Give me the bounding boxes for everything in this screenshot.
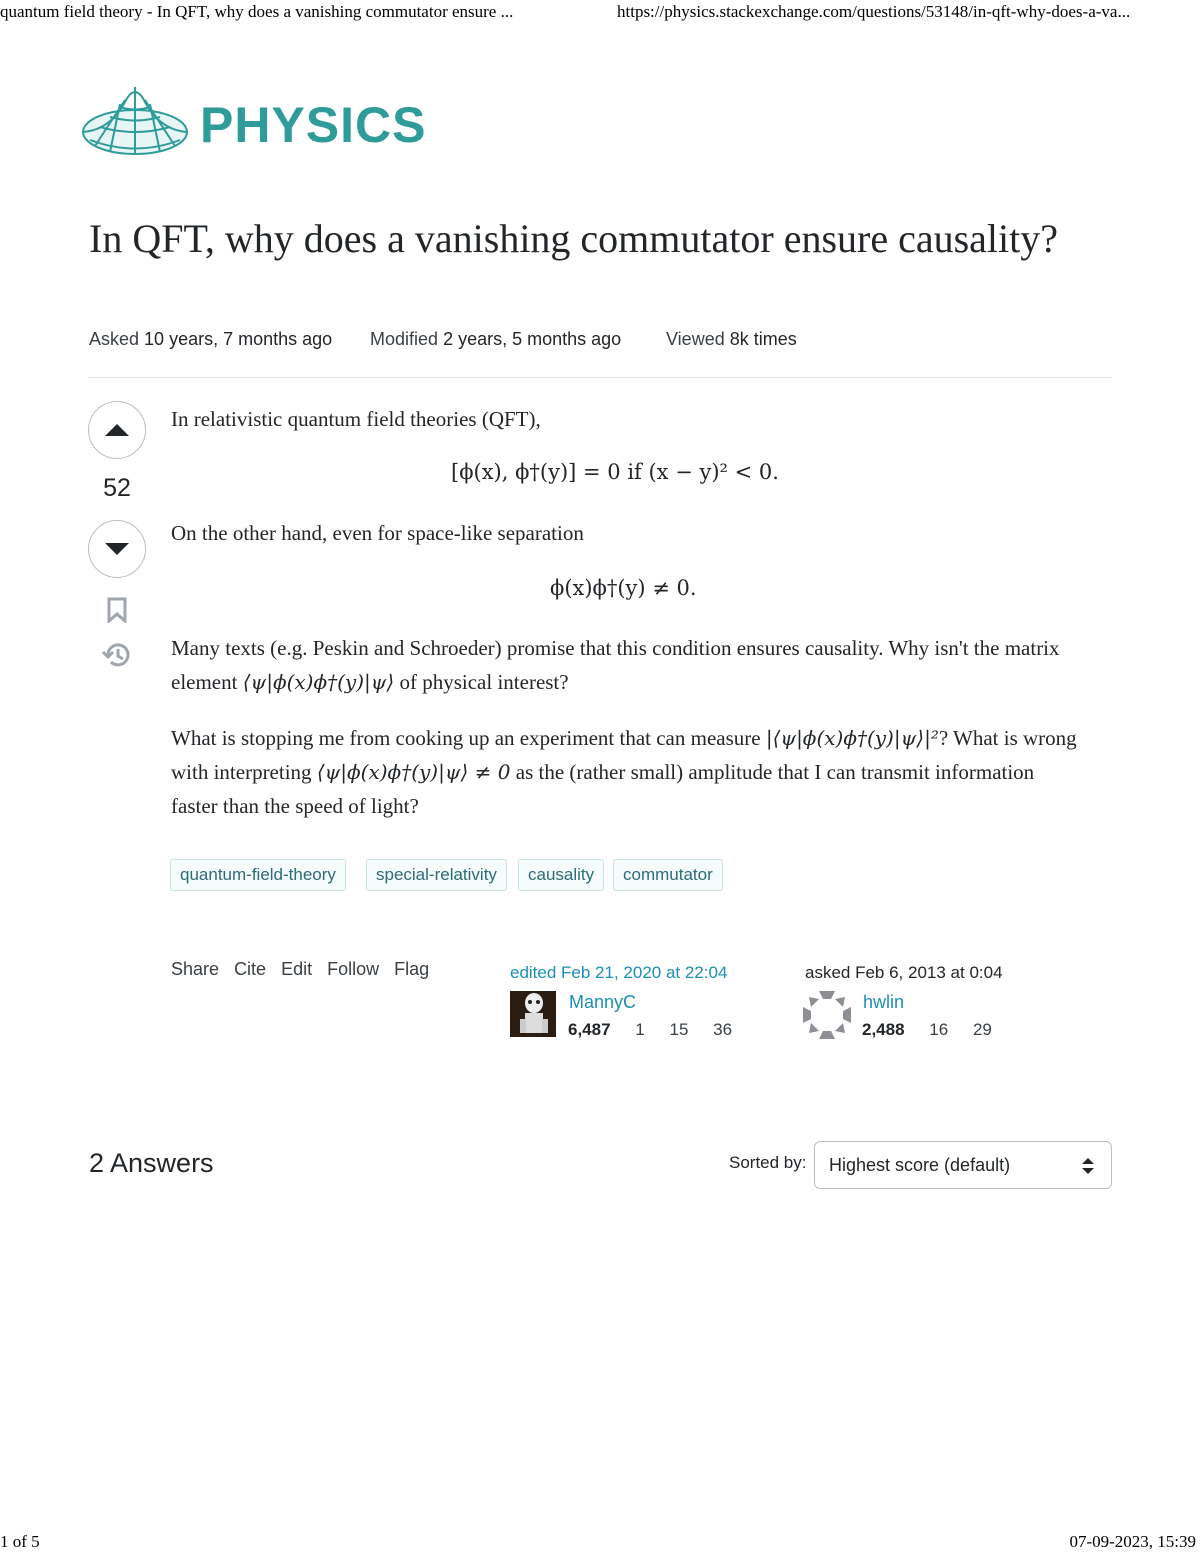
post-menu	[171, 959, 439, 980]
meta-asked-label: Asked	[89, 329, 140, 349]
follow-link[interactable]: Follow	[327, 959, 380, 979]
p3-text-a: Many texts (e.g. Peskin and Schroeder) promise that this condition ensures causality. Why isn't the matrix element	[171, 636, 1060, 694]
bookmark-icon	[106, 597, 128, 623]
asker-stats	[862, 1020, 992, 1040]
tag-special-relativity[interactable]: special-relativity	[366, 859, 507, 891]
meta-viewed	[666, 329, 797, 350]
print-header-url: https://physics.stackexchange.com/questions/53148/in-qft-why-does-a-va...	[617, 2, 1131, 21]
meta-asked-value: 10 years, 7 months ago	[144, 329, 333, 349]
print-page-number: 1 of 5	[0, 1532, 40, 1551]
edit-link[interactable]: Edit	[281, 959, 313, 979]
cite-link[interactable]: Cite	[234, 959, 267, 979]
post-paragraph-4	[171, 721, 1086, 823]
editor-bronze-badges: 36	[713, 1020, 733, 1039]
p4-math-2: ⟨ψ|ϕ(x)ϕ†(y)|ψ⟩ ≠ 0	[316, 760, 511, 784]
meta-viewed-label: Viewed	[666, 329, 725, 349]
editor-name[interactable]: MannyC	[569, 992, 637, 1012]
site-logo-icon[interactable]	[80, 82, 190, 167]
history-icon	[101, 640, 133, 670]
sort-label: Sorted by:	[729, 1153, 807, 1172]
arrow-down-icon	[104, 542, 130, 556]
meta-modified-value[interactable]: 2 years, 5 months ago	[443, 329, 622, 349]
flag-link[interactable]: Flag	[394, 959, 430, 979]
vote-count: 52	[103, 474, 131, 502]
p3-text-b: of physical interest?	[399, 670, 569, 694]
print-timestamp: 07-09-2023, 15:39	[1069, 1532, 1196, 1551]
asker-name[interactable]: hwlin	[863, 992, 905, 1012]
bookmark-button[interactable]	[106, 597, 128, 628]
editor-reputation: 6,487	[568, 1020, 611, 1039]
title-divider	[88, 377, 1112, 378]
meta-asked	[89, 329, 332, 350]
asker-bronze-badges: 29	[972, 1020, 992, 1039]
p4-text-a: What is stopping me from cooking up an experiment that can measure	[171, 726, 761, 750]
question-title[interactable]: In QFT, why does a vanishing commutator ensure causality?	[89, 216, 1059, 261]
p4-text-c: as the (rather small) amplitude that I can transmit information faster than the speed of light?	[171, 760, 1035, 818]
asker-silver-badges: 16	[929, 1020, 949, 1039]
downvote-button[interactable]	[88, 520, 146, 578]
share-link[interactable]: Share	[171, 959, 220, 979]
post-paragraph-3	[171, 631, 1086, 699]
equation-product: ϕ(x)ϕ†(y) ≠ 0.	[550, 576, 697, 600]
tag-causality[interactable]: causality	[518, 859, 604, 891]
editor-gold-badges: 1	[635, 1020, 645, 1039]
asker-avatar[interactable]	[803, 991, 851, 1039]
arrow-up-icon	[104, 423, 130, 437]
tag-commutator[interactable]: commutator	[613, 859, 723, 891]
asked-timestamp[interactable]: asked Feb 6, 2013 at 0:04	[805, 963, 1003, 982]
post-paragraph-2: On the other hand, even for space-like separation	[171, 521, 584, 545]
p4-text-b: ? What is wrong with interpreting	[171, 726, 1077, 784]
meta-viewed-value: 8k times	[729, 329, 797, 349]
equation-commutator: [ϕ(x), ϕ†(y)] = 0 if (x − y)² < 0.	[451, 460, 779, 484]
answers-count: 2 Answers	[89, 1148, 214, 1178]
sort-select-value: Highest score (default)	[829, 1155, 1011, 1175]
edited-timestamp[interactable]: edited Feb 21, 2020 at 22:04	[510, 963, 728, 982]
print-header-title: quantum field theory - In QFT, why does a vanishing commutator ensure ...	[0, 2, 514, 21]
p3-math: ⟨ψ|ϕ(x)ϕ†(y)|ψ⟩	[242, 670, 395, 694]
asker-reputation: 2,488	[862, 1020, 905, 1039]
editor-avatar[interactable]	[510, 991, 556, 1037]
sort-chevron-icon	[1081, 1157, 1095, 1175]
sort-select[interactable]	[814, 1141, 1112, 1189]
timeline-button[interactable]	[101, 640, 133, 675]
post-paragraph-1: In relativistic quantum field theories (QFT),	[171, 407, 541, 431]
p4-math-1: |⟨ψ|ϕ(x)ϕ†(y)|ψ⟩|²	[765, 726, 939, 750]
editor-silver-badges: 15	[669, 1020, 689, 1039]
meta-modified-label: Modified	[370, 329, 439, 349]
meta-modified	[370, 329, 621, 350]
site-logo-text[interactable]: PHYSICS	[200, 97, 427, 153]
tag-quantum-field-theory[interactable]: quantum-field-theory	[170, 859, 346, 891]
upvote-button[interactable]	[88, 401, 146, 459]
editor-stats	[568, 1020, 732, 1040]
